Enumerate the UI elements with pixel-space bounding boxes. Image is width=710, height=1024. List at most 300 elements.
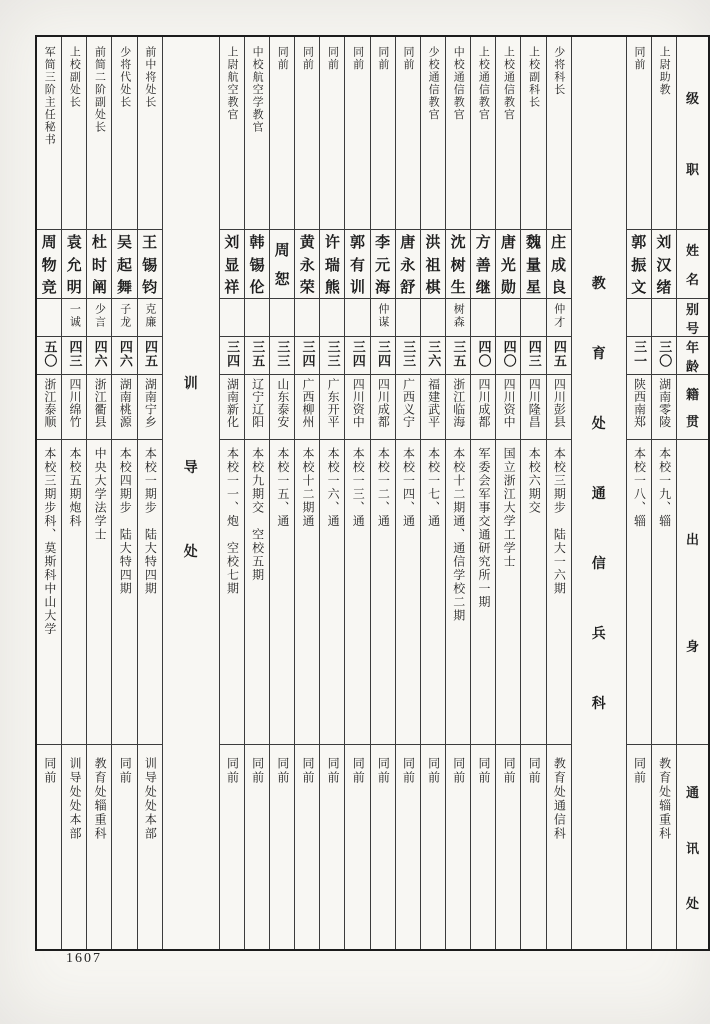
cell-text: 少将科长 <box>552 46 565 96</box>
person-column <box>470 37 495 949</box>
label-char: 锡 <box>249 256 265 274</box>
label-characters <box>138 230 162 298</box>
alias-cell <box>446 299 470 337</box>
rank-cell <box>245 37 269 230</box>
label-char: 绪 <box>656 278 672 296</box>
header-label-age <box>677 337 708 375</box>
alias-cell <box>652 299 676 337</box>
person-column <box>137 37 162 949</box>
cell-text: 本校一二、通 <box>376 447 391 528</box>
native-place-cell <box>396 375 420 440</box>
rank-cell <box>496 37 520 230</box>
person-column <box>319 37 344 949</box>
cell-text: 少校通信教官 <box>427 46 440 121</box>
name-cell <box>496 230 520 299</box>
cell-text: 同前 <box>42 757 57 785</box>
person-column <box>420 37 445 949</box>
cell-text: 子龙 <box>118 303 131 329</box>
label-char: 勋 <box>500 278 516 296</box>
name-cell <box>87 230 111 299</box>
label-char: 职 <box>685 161 699 177</box>
age-cell <box>220 337 244 375</box>
label-char: 时 <box>91 256 107 274</box>
native-place-cell <box>496 375 520 440</box>
cell-text: 浙江临海 <box>451 378 466 428</box>
address-cell <box>396 745 420 949</box>
age-cell <box>345 337 369 375</box>
label-characters <box>295 230 319 298</box>
section-label-char: 兵 <box>591 625 606 641</box>
native-place-cell <box>37 375 61 440</box>
person-column <box>294 37 319 949</box>
label-char: 王 <box>142 234 158 252</box>
address-cell <box>521 745 545 949</box>
origin-cell <box>652 440 676 745</box>
alias-cell <box>471 299 495 337</box>
age-cell <box>320 337 344 375</box>
native-place-cell <box>295 375 319 440</box>
label-char: 熊 <box>324 278 340 296</box>
cell-text: 广西柳州 <box>300 378 315 428</box>
label-char: 物 <box>41 256 57 274</box>
native-place-cell <box>345 375 369 440</box>
age-cell <box>547 337 571 375</box>
cell-text: 本校三期步科、莫斯科中山大学 <box>42 447 57 636</box>
cell-text: 三四 <box>350 340 366 368</box>
person-column <box>111 37 136 949</box>
cell-text: 同前 <box>451 757 466 785</box>
name-cell <box>295 230 319 299</box>
section-label-char: 教 <box>591 275 606 291</box>
cell-text: 同前 <box>351 46 364 71</box>
label-char: 舒 <box>400 278 416 296</box>
label-characters <box>446 230 470 298</box>
address-cell <box>446 745 470 949</box>
cell-text: 三〇 <box>657 340 673 368</box>
cell-text: 中央大学法学士 <box>93 447 108 542</box>
label-char: 伦 <box>249 278 265 296</box>
cell-text: 上校通信教官 <box>502 46 515 121</box>
native-place-cell <box>627 375 651 440</box>
origin-cell <box>112 440 136 745</box>
origin-cell <box>295 440 319 745</box>
label-char: 生 <box>450 278 466 296</box>
cell-text: 浙江泰顺 <box>42 378 57 428</box>
cell-text: 四五 <box>551 340 567 368</box>
cell-text: 教育处通信科 <box>552 757 567 841</box>
address-cell <box>371 745 395 949</box>
label-char: 荣 <box>299 278 315 296</box>
native-place-cell <box>421 375 445 440</box>
label-char: 起 <box>117 256 133 274</box>
age-cell <box>371 337 395 375</box>
alias-cell <box>87 299 111 337</box>
rank-cell <box>345 37 369 230</box>
cell-text: 四六 <box>117 340 133 368</box>
cell-text: 上校副科长 <box>527 46 540 109</box>
name-cell <box>421 230 445 299</box>
alias-cell <box>245 299 269 337</box>
header-label-name <box>677 230 708 299</box>
label-char: 汉 <box>656 256 672 274</box>
address-cell <box>245 745 269 949</box>
alias-cell <box>371 299 395 337</box>
cell-text: 三四 <box>300 340 316 368</box>
cell-text: 福建武平 <box>426 378 441 428</box>
label-char: 讯 <box>685 840 699 856</box>
cell-text: 本校一期步 陆大特四期 <box>143 447 158 596</box>
section-label <box>572 37 626 949</box>
label-char: 黄 <box>299 234 315 252</box>
cell-text: 同前 <box>376 46 389 71</box>
label-char: 贯 <box>685 414 699 430</box>
label-char: 处 <box>685 896 699 912</box>
label-char: 舞 <box>117 278 133 296</box>
label-char: 籍 <box>685 386 699 402</box>
label-char: 韩 <box>249 234 265 252</box>
cell-text: 中校航空学教官 <box>251 46 264 134</box>
rank-cell <box>112 37 136 230</box>
native-place-cell <box>220 375 244 440</box>
label-characters <box>112 230 136 298</box>
cell-text: 克廉 <box>143 303 156 329</box>
cell-text: 训导处处本部 <box>67 757 82 841</box>
cell-text: 同前 <box>426 757 441 785</box>
cell-text: 树森 <box>452 303 465 329</box>
rank-cell <box>371 37 395 230</box>
name-cell <box>62 230 86 299</box>
label-char: 名 <box>685 272 699 287</box>
cell-text: 同前 <box>376 757 391 785</box>
label-char: 刘 <box>656 234 672 252</box>
label-char: 成 <box>551 256 567 274</box>
cell-text: 本校九期交 空校五期 <box>250 447 265 582</box>
age-cell <box>245 337 269 375</box>
age-cell <box>37 337 61 375</box>
alias-cell <box>496 299 520 337</box>
name-cell <box>270 230 294 299</box>
name-cell <box>371 230 395 299</box>
origin-cell <box>396 440 420 745</box>
person-column <box>269 37 294 949</box>
person-column <box>520 37 545 949</box>
section-label-char: 通 <box>591 485 606 501</box>
cell-text: 上尉航空教官 <box>225 46 238 121</box>
alias-cell <box>112 299 136 337</box>
native-place-cell <box>245 375 269 440</box>
address-cell <box>471 745 495 949</box>
label-char: 庄 <box>551 234 567 252</box>
label-char: 永 <box>299 256 315 274</box>
cell-text: 广东开平 <box>326 378 341 428</box>
alias-cell <box>37 299 61 337</box>
label-characters <box>627 230 651 298</box>
cell-text: 四川彭县 <box>552 378 567 428</box>
alias-cell <box>295 299 319 337</box>
rank-cell <box>37 37 61 230</box>
address-cell <box>345 745 369 949</box>
cell-text: 三五 <box>250 340 266 368</box>
label-characters <box>62 230 86 298</box>
person-column <box>344 37 369 949</box>
cell-text: 教育处辎重科 <box>93 757 108 841</box>
alias-cell <box>521 299 545 337</box>
origin-cell <box>220 440 244 745</box>
section-label-char: 信 <box>591 555 606 571</box>
cell-text: 本校四期步 陆大特四期 <box>118 447 133 596</box>
label-char: 文 <box>631 278 647 296</box>
cell-text: 同前 <box>502 757 517 785</box>
label-char: 善 <box>475 256 491 274</box>
rank-cell <box>471 37 495 230</box>
rank-cell <box>652 37 676 230</box>
cell-text: 三三 <box>325 340 341 368</box>
cell-text: 本校一三、通 <box>351 447 366 528</box>
rank-cell <box>547 37 571 230</box>
rank-cell <box>138 37 162 230</box>
cell-text: 同前 <box>326 757 341 785</box>
origin-cell <box>496 440 520 745</box>
age-cell <box>87 337 111 375</box>
label-char: 郭 <box>631 234 647 252</box>
rank-cell <box>396 37 420 230</box>
cell-text: 同前 <box>275 757 290 785</box>
address-cell <box>62 745 86 949</box>
name-cell <box>471 230 495 299</box>
label-characters <box>677 745 708 949</box>
cell-text: 同前 <box>300 757 315 785</box>
section-label-char: 处 <box>591 415 606 431</box>
label-characters <box>87 230 111 298</box>
label-characters <box>270 230 294 298</box>
address-cell <box>547 745 571 949</box>
native-place-cell <box>547 375 571 440</box>
label-char: 瑞 <box>324 256 340 274</box>
person-column <box>86 37 111 949</box>
label-char: 量 <box>526 256 542 274</box>
page-number: 1607 <box>66 951 102 966</box>
name-cell <box>220 230 244 299</box>
label-characters <box>220 230 244 298</box>
cell-text: 三三 <box>275 340 291 368</box>
label-char: 沈 <box>450 234 466 252</box>
roster-table <box>35 35 710 951</box>
person-column <box>445 37 470 949</box>
address-cell <box>220 745 244 949</box>
address-cell <box>138 745 162 949</box>
cell-text: 四川隆昌 <box>527 378 542 428</box>
rank-cell <box>446 37 470 230</box>
cell-text: 同前 <box>401 46 414 71</box>
label-char: 阐 <box>91 278 107 296</box>
label-characters <box>345 230 369 298</box>
address-cell <box>652 745 676 949</box>
label-char: 号 <box>685 321 699 336</box>
header-label-rank <box>677 37 708 230</box>
label-characters <box>677 299 708 336</box>
alias-cell <box>62 299 86 337</box>
cell-text: 本校一七、通 <box>426 447 441 528</box>
cell-text: 本校十二期通、通信学校二期 <box>451 447 466 623</box>
name-cell <box>112 230 136 299</box>
header-label-alias <box>677 299 708 337</box>
cell-text: 本校一四、通 <box>401 447 416 528</box>
cell-text: 三一 <box>632 340 648 368</box>
person-column <box>61 37 86 949</box>
native-place-cell <box>652 375 676 440</box>
cell-text: 同前 <box>632 46 645 71</box>
label-char: 光 <box>500 256 516 274</box>
cell-text: 同前 <box>476 757 491 785</box>
age-cell <box>270 337 294 375</box>
cell-text: 本校一八、辎 <box>632 447 647 528</box>
cell-text: 前中将处长 <box>143 46 156 109</box>
cell-text: 仲谋 <box>376 303 389 329</box>
address-cell <box>295 745 319 949</box>
origin-cell <box>521 440 545 745</box>
section-label-char: 处 <box>183 543 198 559</box>
label-char: 出 <box>685 531 699 547</box>
origin-cell <box>37 440 61 745</box>
section-label-char: 导 <box>183 459 198 475</box>
cell-text: 四川资中 <box>502 378 517 428</box>
label-char: 竞 <box>41 278 57 296</box>
cell-text: 一诚 <box>68 303 81 329</box>
label-characters <box>37 230 61 298</box>
native-place-cell <box>62 375 86 440</box>
label-char: 许 <box>324 234 340 252</box>
label-characters <box>677 37 708 229</box>
label-characters <box>396 230 420 298</box>
section-column <box>571 37 626 949</box>
cell-text: 湖南零陵 <box>657 378 672 428</box>
person-column <box>37 37 61 949</box>
cell-text: 少将代处长 <box>118 46 131 109</box>
label-char: 棋 <box>425 278 441 296</box>
label-char: 唐 <box>400 234 416 252</box>
cell-text: 山东泰安 <box>275 378 290 428</box>
cell-text: 同前 <box>276 46 289 71</box>
name-cell <box>446 230 470 299</box>
section-column <box>162 37 219 949</box>
origin-cell <box>547 440 571 745</box>
label-char: 显 <box>224 256 240 274</box>
label-characters <box>652 230 676 298</box>
label-characters <box>245 230 269 298</box>
cell-text: 本校五期炮科 <box>67 447 82 528</box>
cell-text: 浙江衢县 <box>93 378 108 428</box>
label-characters <box>547 230 571 298</box>
native-place-cell <box>446 375 470 440</box>
cell-text: 四川成都 <box>476 378 491 428</box>
age-cell <box>62 337 86 375</box>
cell-text: 四三 <box>67 340 83 368</box>
label-characters <box>471 230 495 298</box>
rank-cell <box>270 37 294 230</box>
cell-text: 三六 <box>426 340 442 368</box>
label-char: 训 <box>350 278 366 296</box>
name-cell <box>138 230 162 299</box>
native-place-cell <box>138 375 162 440</box>
label-char: 树 <box>450 256 466 274</box>
origin-cell <box>627 440 651 745</box>
cell-text: 军委会军事交通研究所一期 <box>476 447 491 609</box>
cell-text: 本校一一、炮 空校七期 <box>225 447 240 596</box>
label-characters <box>496 230 520 298</box>
label-char: 永 <box>400 256 416 274</box>
address-cell <box>320 745 344 949</box>
label-char: 元 <box>375 256 391 274</box>
alias-cell <box>138 299 162 337</box>
age-cell <box>652 337 676 375</box>
name-cell <box>652 230 676 299</box>
alias-cell <box>270 299 294 337</box>
origin-cell <box>471 440 495 745</box>
label-char: 杜 <box>91 234 107 252</box>
label-char: 锡 <box>142 256 158 274</box>
origin-cell <box>371 440 395 745</box>
alias-cell <box>320 299 344 337</box>
name-cell <box>396 230 420 299</box>
label-char: 郭 <box>350 234 366 252</box>
label-char: 吴 <box>117 234 133 252</box>
person-column <box>626 37 651 949</box>
label-characters <box>677 440 708 744</box>
address-cell <box>87 745 111 949</box>
address-cell <box>37 745 61 949</box>
address-cell <box>627 745 651 949</box>
alias-cell <box>345 299 369 337</box>
cell-text: 同前 <box>326 46 339 71</box>
label-char: 姓 <box>685 243 699 258</box>
cell-text: 本校十二期通 <box>300 447 315 528</box>
section-label-char: 育 <box>591 345 606 361</box>
rank-cell <box>521 37 545 230</box>
label-characters <box>677 375 708 439</box>
name-cell <box>627 230 651 299</box>
label-char: 魏 <box>526 234 542 252</box>
age-cell <box>138 337 162 375</box>
label-char: 洪 <box>425 234 441 252</box>
label-char: 级 <box>685 91 699 107</box>
person-column <box>244 37 269 949</box>
cell-text: 三四 <box>225 340 241 368</box>
alias-cell <box>627 299 651 337</box>
cell-text: 三四 <box>375 340 391 368</box>
person-column <box>546 37 571 949</box>
label-char: 袁 <box>66 234 82 252</box>
origin-cell <box>138 440 162 745</box>
origin-cell <box>62 440 86 745</box>
origin-cell <box>87 440 111 745</box>
address-cell <box>421 745 445 949</box>
label-char: 明 <box>66 278 82 296</box>
name-cell <box>320 230 344 299</box>
origin-cell <box>320 440 344 745</box>
cell-text: 军简三阶主任秘书 <box>43 46 56 146</box>
label-characters <box>677 230 708 298</box>
cell-text: 中校通信教官 <box>452 46 465 121</box>
cell-text: 同前 <box>118 757 133 785</box>
age-cell <box>421 337 445 375</box>
label-char: 海 <box>375 278 391 296</box>
cell-text: 同前 <box>351 757 366 785</box>
label-char: 有 <box>350 256 366 274</box>
label-char: 年 <box>685 340 699 355</box>
label-char: 龄 <box>685 359 699 374</box>
cell-text: 湖南宁乡 <box>143 378 158 428</box>
cell-text: 同前 <box>401 757 416 785</box>
